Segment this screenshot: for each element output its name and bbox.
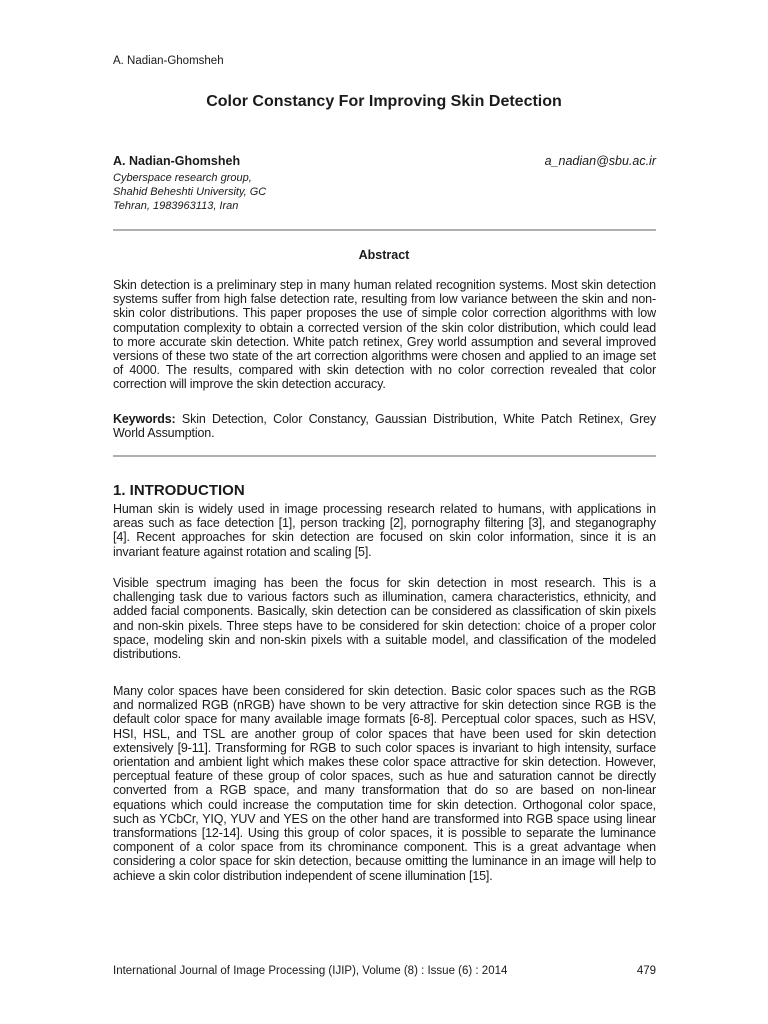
affiliation-line: Tehran, 1983963113, Iran [113,200,239,212]
affiliation-line: Cyberspace research group, [113,172,252,184]
divider-bottom [113,455,656,457]
affiliation-line: Shahid Beheshti University, GC [113,186,267,198]
intro-paragraph: Visible spectrum imaging has been the focus for skin detection in most research. This is a challenging task due to various factors such as illumination, camera characteristics, ethnicity, and added facial components. Basically, skin detection can be considered as classification of skin pixels and non-skin pixels. Three steps have to be considered for skin detection: choice of a proper color space, modeling skin and non-skin pixels with a suitable model, and classification of the modeled distributions. [113,576,656,662]
author-name: A. Nadian-Ghomsheh [113,154,241,168]
page-number: 479 [636,965,656,977]
abstract-text: Skin detection is a preliminary step in many human related recognition systems. Most skin detection systems suffer from high false detection rate, resulting from low variance between the skin and non-skin color distributions. This paper proposes the use of simple color correction algorithms with low computation complexity to obtain a corrected version of the skin color distribution, which could lead to more accurate skin detection. White patch retinex, Grey world assumption and several improved versions of these two state of the art correction algorithms were chosen and applied to an image set of 4000. The results, compared with skin detection with no color correction revealed that color correction will improve the skin detection accuracy. [113,278,656,392]
author-email: a_nadian@sbu.ac.ir [544,154,656,168]
author-block [113,154,656,213]
abstract-heading: Abstract [358,248,410,262]
keywords-text: Skin Detection, Color Constancy, Gaussian Distribution, White Patch Retinex, Grey World Assumption. [113,412,656,441]
author-affiliation [113,171,656,213]
paper-title: Color Constancy For Improving Skin Detection [206,93,562,110]
keywords [113,412,656,440]
intro-paragraph: Human skin is widely used in image processing research related to humans, with applications in areas such as face detection [1], person tracking [2], pornography filtering [3], and steganography [4]. Recent approaches for skin detection are focused on skin color information, since it is an invariant feature against rotation and scaling [5]. [113,502,656,559]
intro-paragraph: Many color spaces have been considered for skin detection. Basic color spaces such as the RGB and normalized RGB (nRGB) have shown to be very attractive for skin detection since RGB is the default color space for many available image formats [6-8]. Perceptual color spaces, such as HSV, HSI, HSL, and TSL are another group of color spaces that have been used for skin detection extensively [9-11]. Transforming for RGB to such color spaces is invariant to high intensity, surface orientation and ambient light which makes these color space attractive for skin detection. However, perceptual feature of these group of color spaces, such as hue and saturation cannot be directly converted from a RGB space, and many transformation that do so are based on non-linear equations which could increase the computation time for skin detection. Orthogonal color space, such as YCbCr, YIQ, YUV and YES on the other hand are transformed into RGB space using linear transformations [12-14]. Using this group of color spaces, it is possible to separate the luminance component of a color space from its chrominance component. This is a great advantage when considering a color space for skin detection, because omitting the luminance in an image will help to achieve a skin color distribution independent of scene illumination [15]. [113,684,656,883]
running-head: A. Nadian-Ghomsheh [113,55,224,67]
keywords-label: Keywords: [113,412,176,426]
footer-journal: International Journal of Image Processing (IJIP), Volume (8) : Issue (6) : 2014 [113,965,508,977]
divider-top [113,229,656,231]
section-heading-introduction: 1. INTRODUCTION [113,482,245,499]
